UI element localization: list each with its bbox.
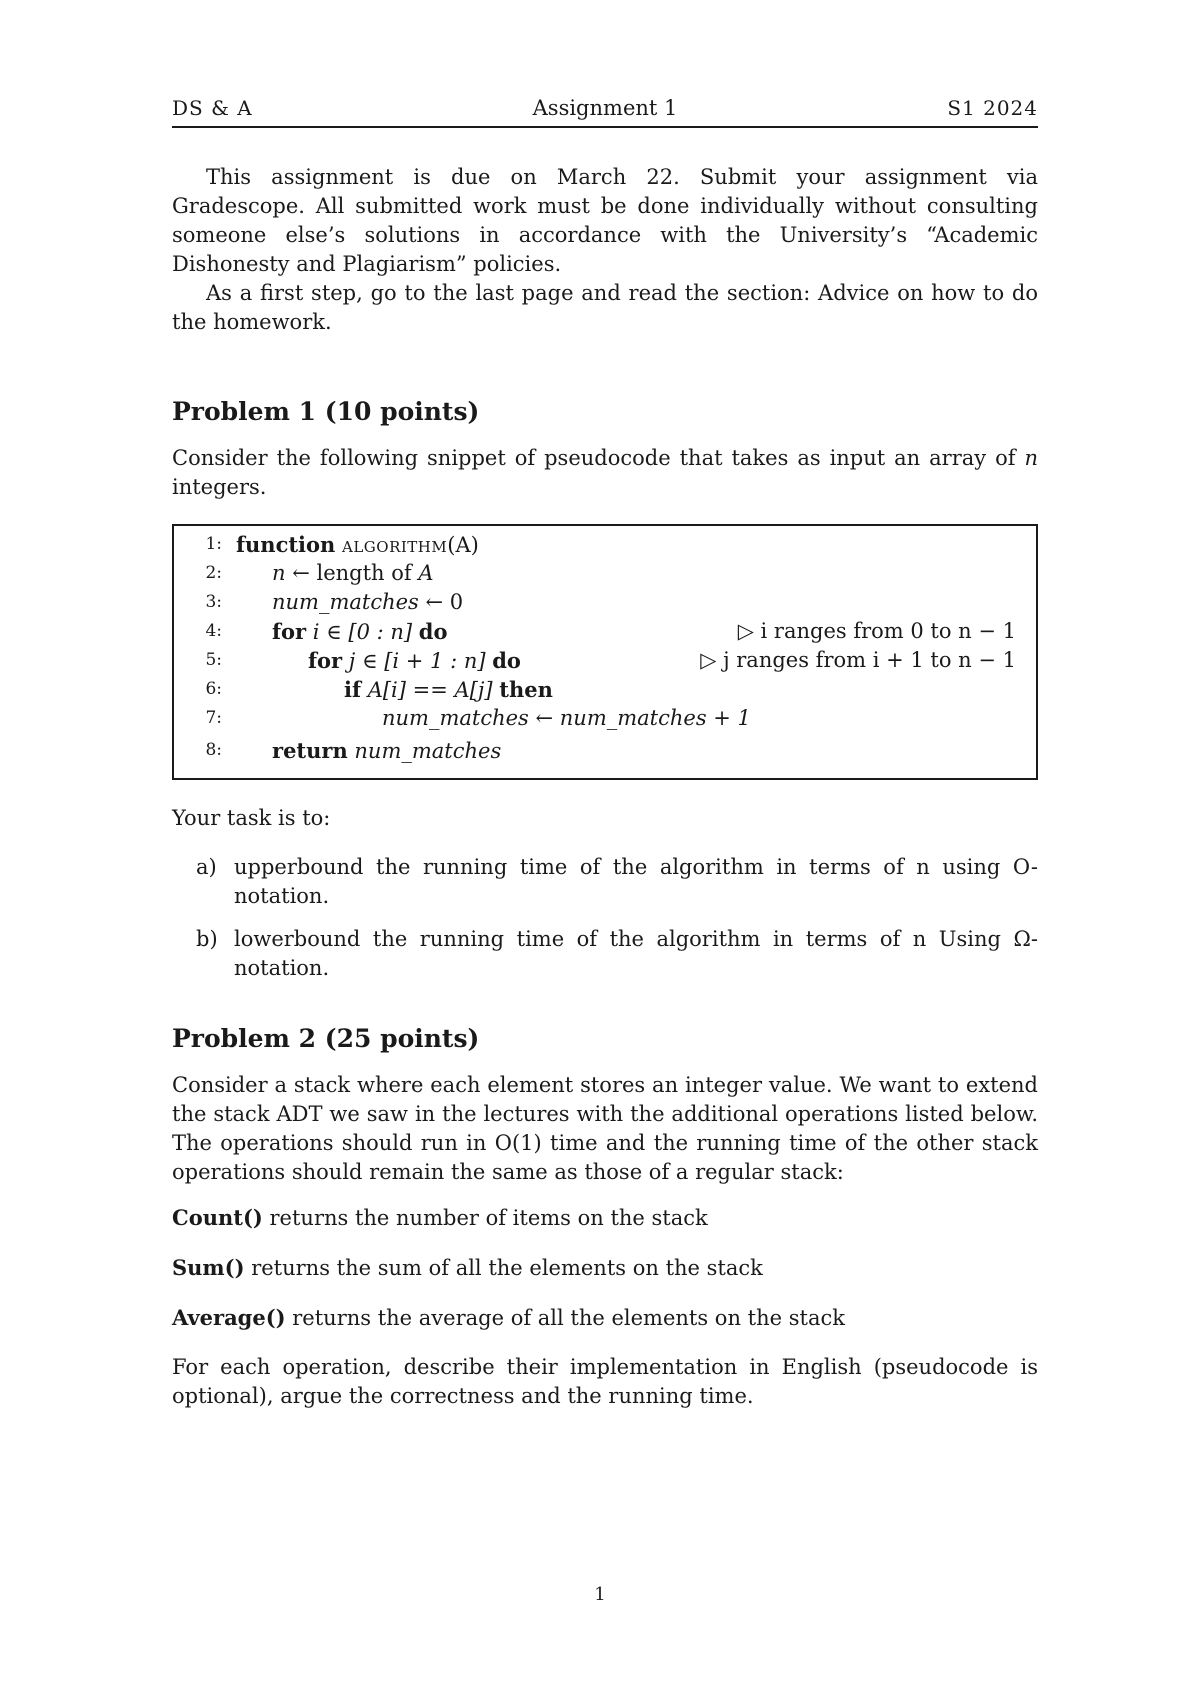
keyword: function	[236, 532, 336, 557]
keyword: if	[344, 677, 362, 702]
task-text: upperbound the running time of the algorithm in terms of n using O-notation.	[234, 855, 1038, 908]
operation-average	[172, 1303, 1038, 1333]
algorithm-line	[174, 704, 1036, 733]
intro-paragraph-2: As a first step, go to the last page and read the section: Advice on how to do the homework.	[172, 281, 1038, 334]
problem-1-description	[172, 444, 1038, 502]
problem-1-heading: Problem 1 (10 points)	[172, 397, 480, 426]
loop-range: j ∈ [i + 1 : n]	[342, 649, 493, 673]
variable: n	[272, 561, 286, 585]
keyword: for	[308, 648, 343, 673]
line-number: 8:	[205, 740, 222, 760]
line-number: 5:	[205, 650, 222, 670]
problem-2-closing: For each operation, describe their implementation in English (pseudocode is optional), argue the correctness and the running time.	[172, 1355, 1038, 1408]
task-intro: Your task is to:	[172, 806, 331, 830]
line-code	[308, 646, 521, 676]
task-item-a	[196, 853, 1038, 911]
line-number: 2:	[205, 563, 222, 583]
function-name: algorithm	[342, 533, 448, 557]
line-code	[344, 675, 553, 705]
line-number: 1:	[205, 534, 222, 554]
task-label: b)	[196, 927, 218, 951]
operation-desc: returns the sum of all the elements on the stack	[244, 1256, 763, 1280]
variable: num_matches	[272, 590, 419, 614]
algorithm-line	[174, 617, 1036, 646]
algorithm-line	[174, 646, 1036, 675]
algorithm-line	[174, 675, 1036, 704]
intro-paragraph-1: This assignment is due on March 22. Submit your assignment via Gradescope. All submitted work must be done individually without consulting someone else’s solutions in accordance with the University’s “Academic Dishonesty and Plagiarism” policies.	[172, 165, 1038, 276]
line-number: 4:	[205, 621, 222, 641]
variable: num_matches	[347, 739, 502, 763]
loop-range: i ∈ [0 : n]	[306, 620, 419, 644]
operation-desc: returns the number of items on the stack	[262, 1206, 708, 1230]
line-code	[272, 617, 447, 647]
problem-2-description: Consider a stack where each element stores an integer value. We want to extend the stack ADT we saw in the lectures with the additional operations listed below. The operations should run in O(1) time and the running time of the other stack operations should remain the same as those of a regular stack:	[172, 1073, 1038, 1184]
line-code: num_matches ← num_matches + 1	[382, 706, 751, 730]
keyword: for	[272, 619, 307, 644]
problem-1-desc-var: n	[1024, 446, 1038, 470]
operation-name: Average()	[172, 1305, 286, 1330]
task-label: a)	[196, 855, 217, 879]
operation-count	[172, 1203, 1038, 1233]
keyword: do	[492, 648, 521, 673]
keyword: return	[272, 738, 348, 763]
task-text: lowerbound the running time of the algorithm in terms of n Using Ω-notation.	[234, 927, 1038, 980]
line-number: 7:	[205, 708, 222, 728]
running-header	[172, 96, 1038, 126]
problem-1-desc-before: Consider the following snippet of pseudocode that takes as input an array of	[172, 446, 1025, 470]
header-title: Assignment 1	[532, 96, 678, 120]
line-comment: ▷ i ranges from 0 to n − 1	[737, 619, 1016, 643]
algorithm-box	[172, 524, 1038, 780]
line-code	[236, 530, 479, 560]
header-term: S1 2024	[947, 96, 1038, 120]
problem-1-desc-after: integers.	[172, 475, 267, 499]
line-code	[272, 559, 434, 588]
line-number: 3:	[205, 592, 222, 612]
algorithm-line	[174, 588, 1036, 617]
algorithm-line	[174, 530, 1036, 559]
operator: ← length of	[285, 561, 419, 585]
line-comment: ▷ j ranges from i + 1 to n − 1	[700, 648, 1016, 672]
page-number: 1	[594, 1584, 606, 1605]
operation-name: Count()	[172, 1205, 263, 1230]
task-item-b	[196, 925, 1038, 983]
operator: ← 0	[418, 590, 464, 614]
header-rule	[172, 126, 1038, 128]
keyword: do	[418, 619, 448, 644]
line-code	[272, 588, 463, 617]
variable: A	[418, 561, 434, 585]
operation-desc: returns the average of all the elements on the stack	[285, 1306, 845, 1330]
header-course: DS & A	[172, 96, 253, 120]
condition: A[i] == A[j]	[361, 678, 500, 702]
operation-sum	[172, 1253, 1038, 1283]
line-code	[272, 736, 501, 766]
keyword: then	[499, 677, 553, 702]
line-number: 6:	[205, 679, 222, 699]
algorithm-line	[174, 559, 1036, 588]
problem-2-heading: Problem 2 (25 points)	[172, 1024, 480, 1053]
operation-name: Sum()	[172, 1255, 245, 1280]
function-args: (A)	[447, 533, 479, 557]
algorithm-line	[174, 736, 1036, 765]
